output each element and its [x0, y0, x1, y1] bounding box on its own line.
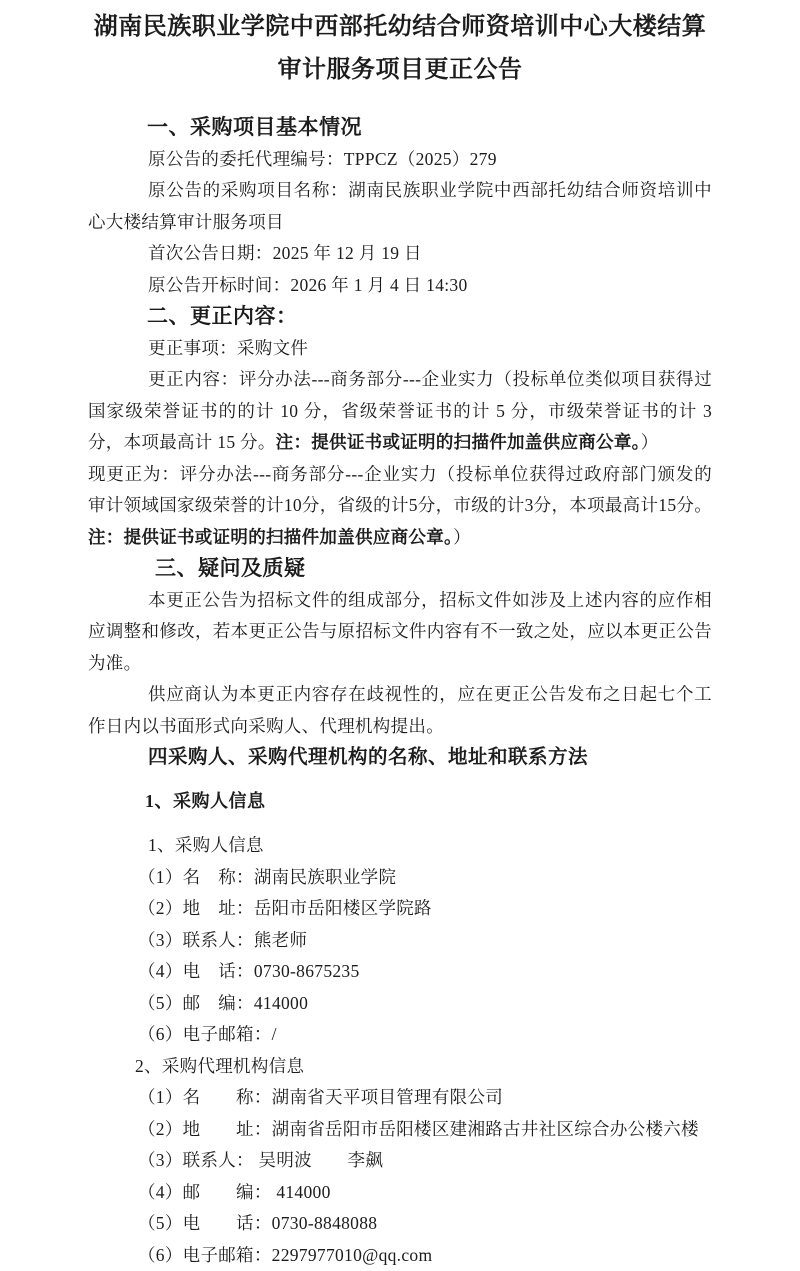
agency-phone-line: （5）电 话：0730-8848088 — [138, 1213, 378, 1233]
agency-postcode-line: （4）邮 编： 414000 — [138, 1181, 331, 1202]
section-heading-correction: 二、更正内容： — [147, 304, 298, 328]
document-title — [88, 6, 712, 92]
purchaser-address-line: （2）地 址：岳阳市岳阳楼区学院路 — [138, 898, 432, 918]
agency-email-line: （6）电子邮箱：2297977010@qq.com — [138, 1244, 433, 1265]
agency-info-subheading: 2、采购代理机构信息 — [135, 1055, 305, 1076]
correction-updated-note: 注：提供证书或证明的扫描件加盖供应商公章。 — [88, 526, 454, 547]
project-name-line: 原公告的采购项目名称：湖南民族职业学院中西部托幼结合师资培训中心大楼结算审计服务项目 — [88, 180, 712, 232]
correction-updated-tail: ） — [453, 526, 471, 547]
first-announce-date-line: 首次公告日期：2025 年 12 月 19 日 — [148, 243, 422, 263]
agency-address-line: （2）地 址：湖南省岳阳市岳阳楼区建湘路古井社区综合办公楼六楼 — [138, 1118, 699, 1139]
correction-original-note: 注：提供证书或证明的扫描件加盖供应商公章。 — [275, 432, 641, 452]
correction-original-text: 更正内容：评分办法---商务部分---企业实力（投标单位类似项目获得过国家级荣誉证书的的计 10 分，省级荣誉证书的计 5 分，市级荣誉证书的计 3 分，本项最高计 15 分。 — [88, 369, 712, 452]
purchaser-info-subheading: 1、采购人信息 — [148, 835, 264, 855]
purchaser-name-line: （1）名 称：湖南民族职业学院 — [138, 866, 397, 887]
purchaser-info-heading-bold: 1、采购人信息 — [145, 790, 266, 811]
document-title-line1: 湖南民族职业学院中西部托幼结合师资培训中心大楼结算 — [93, 14, 707, 40]
agent-code-line: 原公告的委托代理编号：TPPCZ（2025）279 — [148, 148, 497, 169]
document-title-line2: 审计服务项目更正公告 — [277, 57, 523, 83]
inquiry-paragraph-1: 本更正公告为招标文件的组成部分，招标文件如涉及上述内容的应作相应调整和修改，若本更正公告与原招标文件内容有不一致之处，应以本更正公告为准。 — [88, 589, 712, 673]
original-bid-open-time-line: 原公告开标时间：2026 年 1 月 4 日 14:30 — [148, 274, 468, 295]
purchaser-phone-line: （4）电 话：0730-8675235 — [138, 961, 360, 981]
section-heading-contacts: 四采购人、采购代理机构的名称、地址和联系方法 — [148, 747, 589, 768]
correction-updated-paragraph — [88, 459, 712, 554]
correction-original-paragraph — [88, 364, 712, 459]
agency-contact-person-line: （3）联系人： 吴明波 李飙 — [138, 1150, 384, 1170]
purchaser-contact-person-line: （3）联系人：熊老师 — [138, 929, 308, 950]
purchaser-postcode-line: （5）邮 编：414000 — [138, 992, 309, 1013]
correction-original-tail: ） — [640, 432, 659, 452]
correction-updated-text: 现更正为：评分办法---商务部分---企业实力（投标单位获得过政府部门颁发的审计领域国家级荣誉的计10分，省级的计5分，市级的计3分，本项最高计15分。 — [88, 463, 712, 515]
correction-item-line: 更正事项：采购文件 — [148, 337, 309, 358]
inquiry-paragraph-2: 供应商认为本更正内容存在歧视性的，应在更正公告发布之日起七个工作日内以书面形式向采购人、代理机构提出。 — [88, 684, 712, 736]
agency-name-line: （1）名 称：湖南省天平项目管理有限公司 — [138, 1087, 504, 1107]
section-heading-basic-info: 一、采购项目基本情况 — [147, 115, 362, 139]
purchaser-email-line: （6）电子邮箱：/ — [138, 1024, 277, 1044]
section-heading-inquiry: 三、疑问及质疑 — [155, 556, 306, 580]
